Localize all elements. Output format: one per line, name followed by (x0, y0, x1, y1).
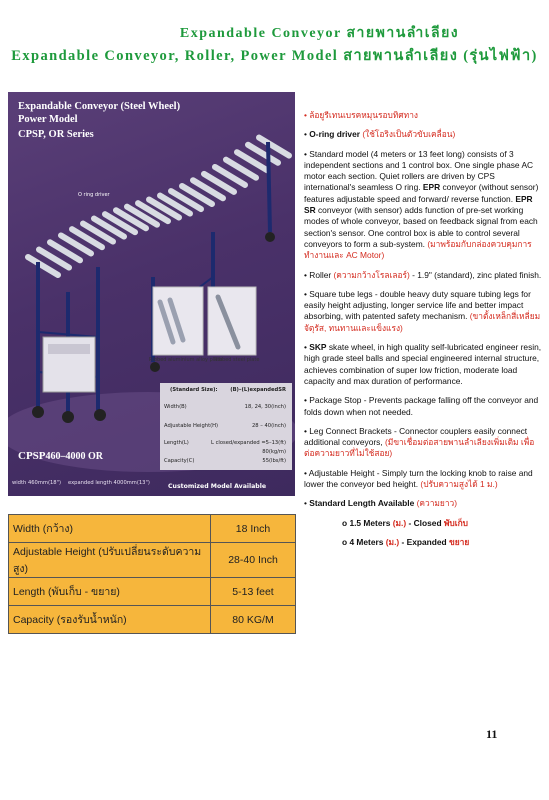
list-item: • Square tube legs - double heavy duty square tubing legs for easily height adjusting, longer service life and better impact absorbing, with patented safety mechanism. (ขาตั้งเหล็กสี่เหลี่ยมจัตุรัส, ทนทานและแข็งแรง) (304, 288, 541, 333)
list-item: • Package Stop - Prevents package falling off the conveyor and folds down when not needed. (304, 395, 539, 417)
o-ring-label: O ring driver (78, 192, 110, 198)
panel-title: Expandable Conveyor (Steel Wheel) Power Model (18, 101, 181, 125)
panel-foot-expanded: expanded length 4000mm(13") (68, 480, 150, 486)
panel-model: CPSP460–4000 OR (18, 450, 103, 462)
product-image-panel (8, 92, 295, 496)
list-item: • SKP skate wheel, in high quality self-lubricated engineer resin, high grade steel balls and special engineered internal structure, achieves combination of super low friction, moderate load capacity and max duration of performance. (304, 342, 542, 386)
table-row: Adjustable Height (ปรับเปลี่ยนระดับความสูง) 28-40 Inch (9, 543, 296, 578)
list-item: • Leg Connect Brackets - Connector couplers easily connect additional conveyors, (มีขาเชื่อมต่อสายพานลำเลียงเพิ่มเติม เพื่อต่อความยาวที่ไม่ใช้สอย) (304, 425, 535, 459)
list-item: • ล้อยูรีเทนเบรคหมุนรอบทิศทาง (304, 110, 418, 120)
roller-label: Ribbed aluminium alloy plate (149, 357, 223, 363)
table-row: Width (กว้าง) 18 Inch (9, 515, 296, 543)
feature-list (304, 110, 544, 556)
list-item: • Standard model (4 meters or 13 feet long) consists of 3 independent sections and 1 control box. One single phase AC motor each section. Quiet rollers are driven by CPS international's seamless O ring. EPR conveyor (without sensor) features adjustable speed and forward/ reverse function. EPR SR conveyor (with sensor) adds function of pre-set working modes of whole conveyor, based on feedback signal from each section's sensor. One control box is able to control several conveyors to form a sub-system. (มาพร้อมกับกล่องควบคุมการทำงานและ AC Motor) (304, 148, 539, 261)
panel-series: CPSP, OR Series (18, 129, 94, 140)
table-row: Capacity (รองรับน้ำหนัก) 80 KG/M (9, 606, 296, 634)
list-item: • Standard Length Available (ความยาว) (304, 498, 458, 509)
title-line-2: Expandable Conveyor, Roller, Power Model สายพานลำเลียง (รุ่นไฟฟ้า) (11, 48, 538, 64)
panel-custom-note: Customized Model Available (168, 483, 267, 490)
list-item: • Adjustable Height - Simply turn the locking knob to raise and lower the conveyor bed height. (ปรับความสูงได้ 1 ม.) (304, 467, 533, 490)
length-option: o 4 Meters (ม.) - Expanded ขยาย (342, 536, 470, 547)
spec-table (8, 514, 296, 634)
panel-foot-width: width 460mm(18") (12, 480, 61, 486)
list-item: • Roller (ความกว้างโรลเลอร์) - 1.9" (standard), zinc plated finish. (304, 269, 542, 280)
title-line-1: Expandable Conveyor สายพานลำเลียง (179, 26, 460, 41)
plate-label: Ribbed steel plate (214, 357, 260, 363)
length-option: o 1.5 Meters (ม.) - Closed พับเก็บ (342, 517, 468, 528)
table-row: Length (พับเก็บ - ขยาย) 5-13 feet (9, 578, 296, 606)
list-item: • O-ring driver (ใช้โอริงเป็นตัวขับเคลื่อน) (304, 129, 456, 140)
page-number: 11 (486, 727, 498, 741)
panel-spec-box: (Standard Size): (B)–(L)expandedSR Width(B) 18, 24, 30(inch) Adjustable Height(H) 28 – 40(inch) Length(L) L closed/expanded =5–13(ft) 80(kg/m) Capacity(C) 55(lbs/ft) (160, 383, 292, 470)
